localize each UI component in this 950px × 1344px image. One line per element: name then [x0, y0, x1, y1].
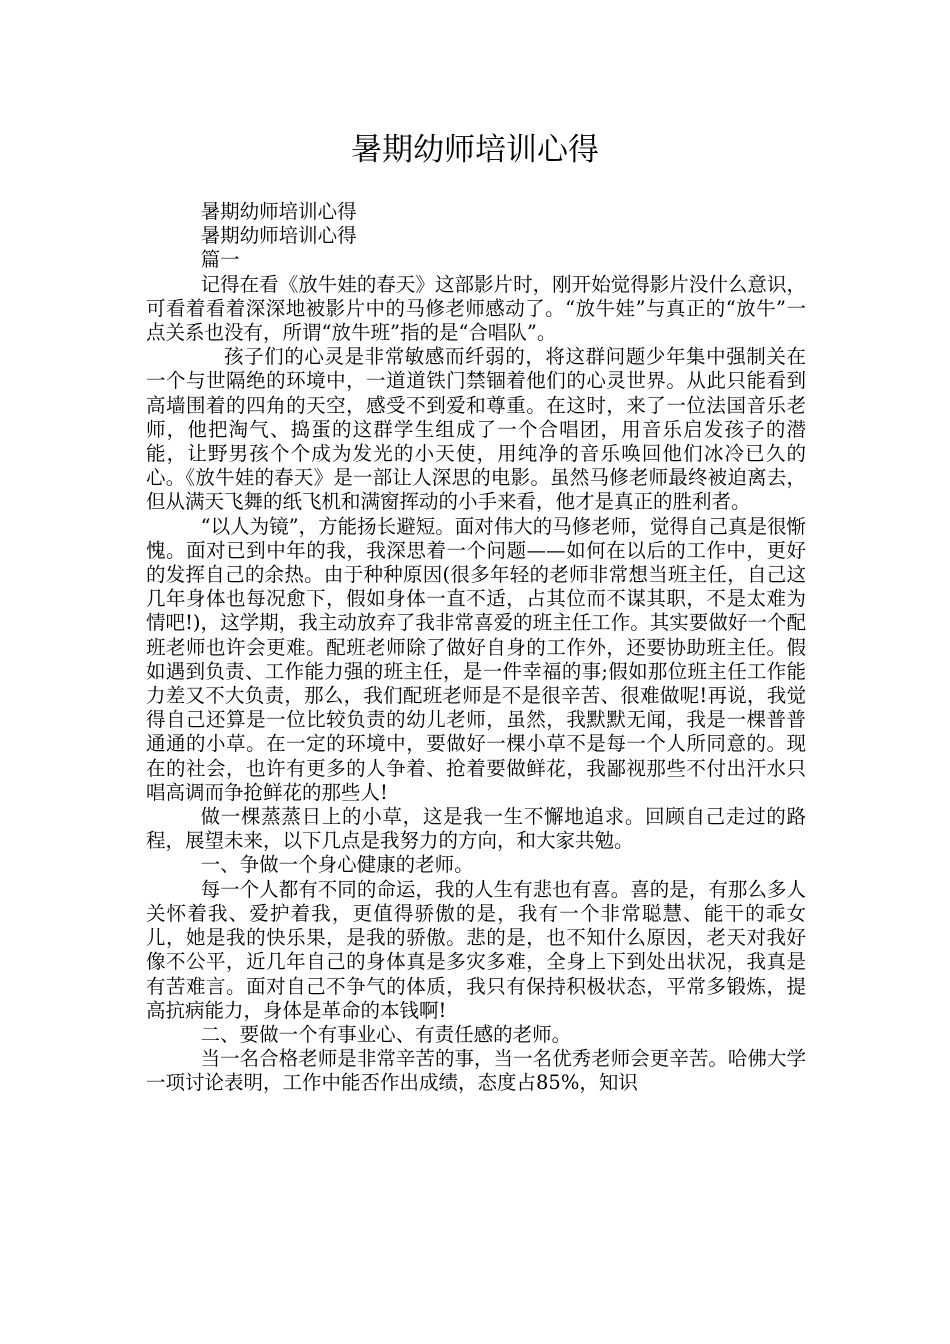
paragraph: 篇一 — [200, 248, 240, 272]
paragraph: 做一棵蒸蒸日上的小草，这是我一生不懈地追求。回顾自己走过的路程，展望未来，以下几点是我努力的方向，和大家共勉。 — [146, 805, 806, 853]
document-body — [146, 200, 806, 1096]
paragraph: 每一个人都有不同的命运，我的人生有悲也有喜。喜的是，有那么多人关怀着我、爱护着我，更值得骄傲的是，我有一个非常聪慧、能干的乖女儿，她是我的快乐果，是我的骄傲。悲的是，也不知什么原因，老天对我好像不公平，近几年自己的身体真是多灾多难，全身上下到处出状况，我真是有苦难言。面对自己不争气的体质，我只有保持积极状态，平常多锻炼，提高抗病能力，身体是革命的本钱啊! — [146, 877, 806, 1022]
document-title: 暑期幼师培训心得 — [351, 132, 599, 168]
section-heading: 二、要做一个有事业心、有责任感的老师。 — [200, 1022, 572, 1046]
paragraph: “以人为镜”，方能扬长避短。面对伟大的马修老师，觉得自己真是很惭愧。面对已到中年的我，我深思着一个问题——如何在以后的工作中，更好的发挥自己的余热。由于种种原因(很多年轻的老师非常想当班主任，自己这几年身体也每况愈下，假如身体一直不适，占其位而不谋其职，不是太难为情吧!)，这学期，我主动放弃了我非常喜爱的班主任工作。其实要做好一个配班老师也许会更难。配班老师除了做好自身的工作外，还要协助班主任。假如遇到负责、工作能力强的班主任，是一件幸福的事;假如那位班主任工作能力差又不大负责，那么，我们配班老师是不是很辛苦、很难做呢!再说，我觉得自己还算是一位比较负责的幼儿老师，虽然，我默默无闻，我是一棵普普通通的小草。在一定的环境中，要做好一棵小草不是每一个人所同意的。现在的社会，也许有更多的人争着、抢着要做鲜花，我鄙视那些不付出汗水只唱高调而争抢鲜花的那些人! — [146, 514, 806, 804]
paragraph: 记得在看《放牛娃的春天》这部影片时，刚开始觉得影片没什么意识，可看着看着深深地被影片中的马修老师感动了。“放牛娃”与真正的“放牛”一点关系也没有，所谓“放牛班”指的是“合唱队”。 — [146, 272, 806, 345]
paragraph: 暑期幼师培训心得 — [200, 200, 357, 223]
paragraph: 当一名合格老师是非常辛苦的事，当一名优秀老师会更辛苦。哈佛大学一项讨论表明，工作中能否作出成绩，态度占85%，知识 — [146, 1047, 806, 1095]
section-heading: 一、争做一个身心健康的老师。 — [200, 853, 474, 877]
paragraph: 孩子们的心灵是非常敏感而纤弱的，将这群问题少年集中强制关在一个与世隔绝的环境中，一道道铁门禁锢着他们的心灵世界。从此只能看到高墙围着的四角的天空，感受不到爱和尊重。在这时，来了一位法国音乐老师，他把淘气、捣蛋的这群学生组成了一个合唱团，用音乐启发孩子的潜能，让野男孩个个成为发光的小天使，用纯净的音乐唤回他们冰冷已久的心。《放牛娃的春天》是一部让人深思的电影。虽然马修老师最终被迫离去，但从满天飞舞的纸飞机和满窗挥动的小手来看，他才是真正的胜利者。 — [146, 345, 806, 514]
paragraph: 暑期幼师培训心得 — [200, 224, 357, 248]
